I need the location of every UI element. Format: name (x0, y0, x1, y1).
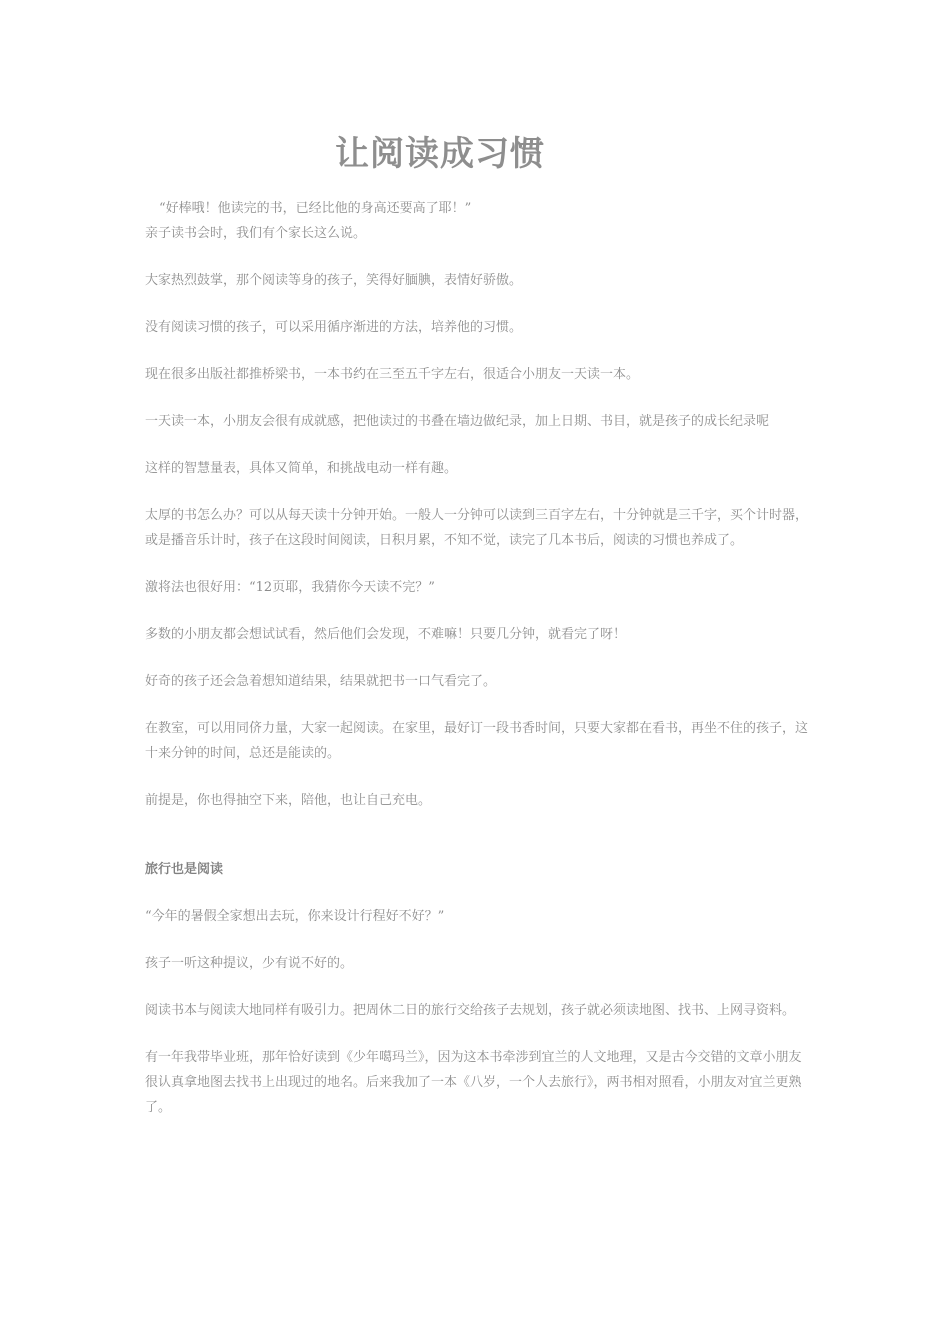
paragraph: 孩子一听这种提议，少有说不好的。 (145, 956, 354, 971)
paragraph: 在教室，可以用同侪力量，大家一起阅读。在家里，最好订一段书香时间，只要大家都在看书，再坐不住的孩子，这十来分钟的时间，总还是能读的。 (145, 721, 809, 761)
section-heading: 旅行也是阅读 (145, 862, 224, 877)
paragraph: 一天读一本，小朋友会很有成就感，把他读过的书叠在墙边做纪录，加上日期、书目，就是孩子的成长纪录呢 (145, 414, 770, 429)
paragraph: 前提是，你也得抽空下来，陪他，也让自己充电。 (145, 793, 432, 808)
paragraph: 太厚的书怎么办？可以从每天读十分钟开始。一般人一分钟可以读到三百字左右，十分钟就是三千字，买个计时器，或是播音乐计时，孩子在这段时间阅读，日积月累，不知不觉，读完了几本书后，阅读的习惯也养成了。 (145, 508, 809, 548)
paragraph: “好棒哦！他读完的书，已经比他的身高还要高了耶！” (159, 201, 472, 216)
paragraph: 多数的小朋友都会想试试看，然后他们会发现，不难嘛！只要几分钟，就看完了呀！ (145, 627, 627, 642)
document-title: 让阅读成习惯 (335, 134, 545, 174)
paragraph: 现在很多出版社都推桥梁书，一本书约在三至五千字左右，很适合小朋友一天读一本。 (145, 367, 640, 382)
paragraph: 有一年我带毕业班，那年恰好读到《少年噶玛兰》，因为这本书牵涉到宜兰的人文地理，又是古今交错的文章小朋友很认真拿地图去找书上出现过的地名。后来我加了一本《八岁，一个人去旅行》，两书相对照看，小朋友对宜兰更熟了。 (145, 1050, 802, 1115)
paragraph: 这样的智慧量表，具体又简单，和挑战电动一样有趣。 (145, 461, 458, 476)
paragraph: 没有阅读习惯的孩子，可以采用循序渐进的方法，培养他的习惯。 (145, 320, 523, 335)
paragraph: 阅读书本与阅读大地同样有吸引力。把周休二日的旅行交给孩子去规划，孩子就必须读地图、找书、上网寻资料。 (145, 1003, 796, 1018)
paragraph: 好奇的孩子还会急着想知道结果，结果就把书一口气看完了。 (145, 674, 497, 689)
paragraph: 亲子读书会时，我们有个家长这么说。 (145, 226, 367, 241)
paragraph: “今年的暑假全家想出去玩，你来设计行程好不好？” (145, 909, 445, 924)
paragraph: 激将法也很好用：“12页耶，我猜你今天读不完？” (145, 580, 435, 595)
paragraph: 大家热烈鼓掌，那个阅读等身的孩子，笑得好腼腆，表情好骄傲。 (145, 273, 523, 288)
article-body (145, 196, 810, 1142)
